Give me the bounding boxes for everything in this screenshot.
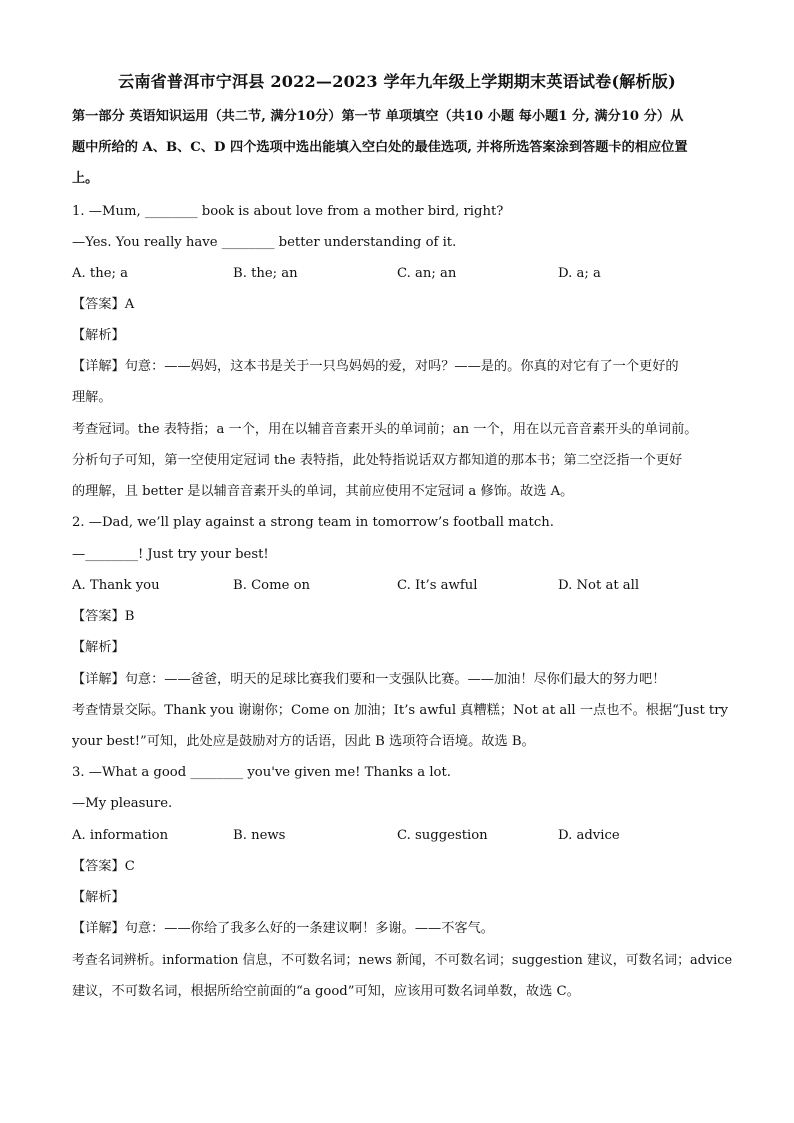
q1-option-c: C. an; an — [397, 266, 457, 281]
q1-detail-line-2: 理解。 — [72, 390, 112, 405]
q2-detail-line-1: 【详解】句意：——爸爸，明天的足球比赛我们要和一支强队比赛。——加油！尽你们最大的努力吧！ — [72, 672, 666, 687]
q1-stem-line-1: 1. —Mum, ________ book is about love from a mother bird, right? — [72, 204, 504, 219]
q1-option-d: D. a; a — [558, 266, 601, 281]
section-intro-line-2: 题中所给的 A、B、C、D 四个选项中选出能填入空白处的最佳选项, 并将所选答案涂到答题卡的相应位置 — [72, 140, 688, 155]
q1-detail-line-3: 考查冠词。the 表特指；a 一个，用在以辅音音素开头的单词前；an 一个，用在以元音音素开头的单词前。 — [72, 422, 698, 437]
q1-stem-line-2: —Yes. You really have ________ better understanding of it. — [72, 235, 457, 250]
section-intro-line-3: 上。 — [72, 171, 99, 186]
q2-stem-line-2: —________! Just try your best! — [72, 547, 269, 562]
q3-option-a: A. information — [72, 828, 169, 843]
q1-option-a: A. the; a — [72, 266, 129, 281]
q1-detail-line-5: 的理解，且 better 是以辅音音素开头的单词，其前应使用不定冠词 a 修饰。故选 A。 — [72, 484, 574, 499]
q3-stem-line-1: 3. —What a good ________ you've given me! Thanks a lot. — [72, 765, 451, 780]
q1-analysis-label: 【解析】 — [72, 328, 125, 343]
q3-detail-line-1: 【详解】句意：——你给了我多么好的一条建议啊！多谢。——不客气。 — [72, 921, 494, 936]
q2-option-a: A. Thank you — [72, 578, 160, 593]
q1-option-b: B. the; an — [233, 266, 298, 281]
q3-stem-line-2: —My pleasure. — [72, 796, 173, 811]
section-intro-line-1: 第一部分 英语知识运用（共二节, 满分10分）第一节 单项填空（共10 小题 每小题1 分, 满分10 分）从 — [72, 109, 684, 124]
q2-stem-line-1: 2. —Dad, we’ll play against a strong team in tomorrow’s football match. — [72, 515, 554, 530]
q3-option-d: D. advice — [558, 828, 620, 843]
q2-detail-line-2: 考查情景交际。Thank you 谢谢你；Come on 加油；It’s awful 真糟糕；Not at all 一点也不。根据“Just try — [72, 703, 728, 718]
q2-detail-line-3: your best!”可知，此处应是鼓励对方的话语，因此 B 选项符合语境。故选 B。 — [72, 734, 535, 749]
q1-detail-line-1: 【详解】句意：——妈妈，这本书是关于一只鸟妈妈的爱，对吗？——是的。你真的对它有了一个更好的 — [72, 359, 679, 374]
q2-analysis-label: 【解析】 — [72, 640, 125, 655]
q1-detail-line-4: 分析句子可知，第一空使用定冠词 the 表特指，此处特指说话双方都知道的那本书；第二空泛指一个更好 — [72, 453, 683, 468]
q2-option-b: B. Come on — [233, 578, 311, 593]
q2-option-d: D. Not at all — [558, 578, 640, 593]
q3-option-b: B. news — [233, 828, 286, 843]
q1-answer: 【答案】A — [72, 297, 135, 312]
q3-answer: 【答案】C — [72, 859, 135, 874]
q3-detail-line-2: 考查名词辨析。information 信息，不可数名词；news 新闻，不可数名词；suggestion 建议，可数名词；advice — [72, 953, 733, 968]
q3-analysis-label: 【解析】 — [72, 890, 125, 905]
page-title: 云南省普洱市宁洱县 2022—2023 学年九年级上学期期末英语试卷(解析版) — [118, 72, 676, 91]
q2-option-c: C. It’s awful — [397, 578, 478, 593]
q3-detail-line-3: 建议，不可数名词，根据所给空前面的“a good”可知，应该用可数名词单数，故选 C。 — [72, 984, 580, 999]
q3-option-c: C. suggestion — [397, 828, 488, 843]
q2-answer: 【答案】B — [72, 609, 135, 624]
